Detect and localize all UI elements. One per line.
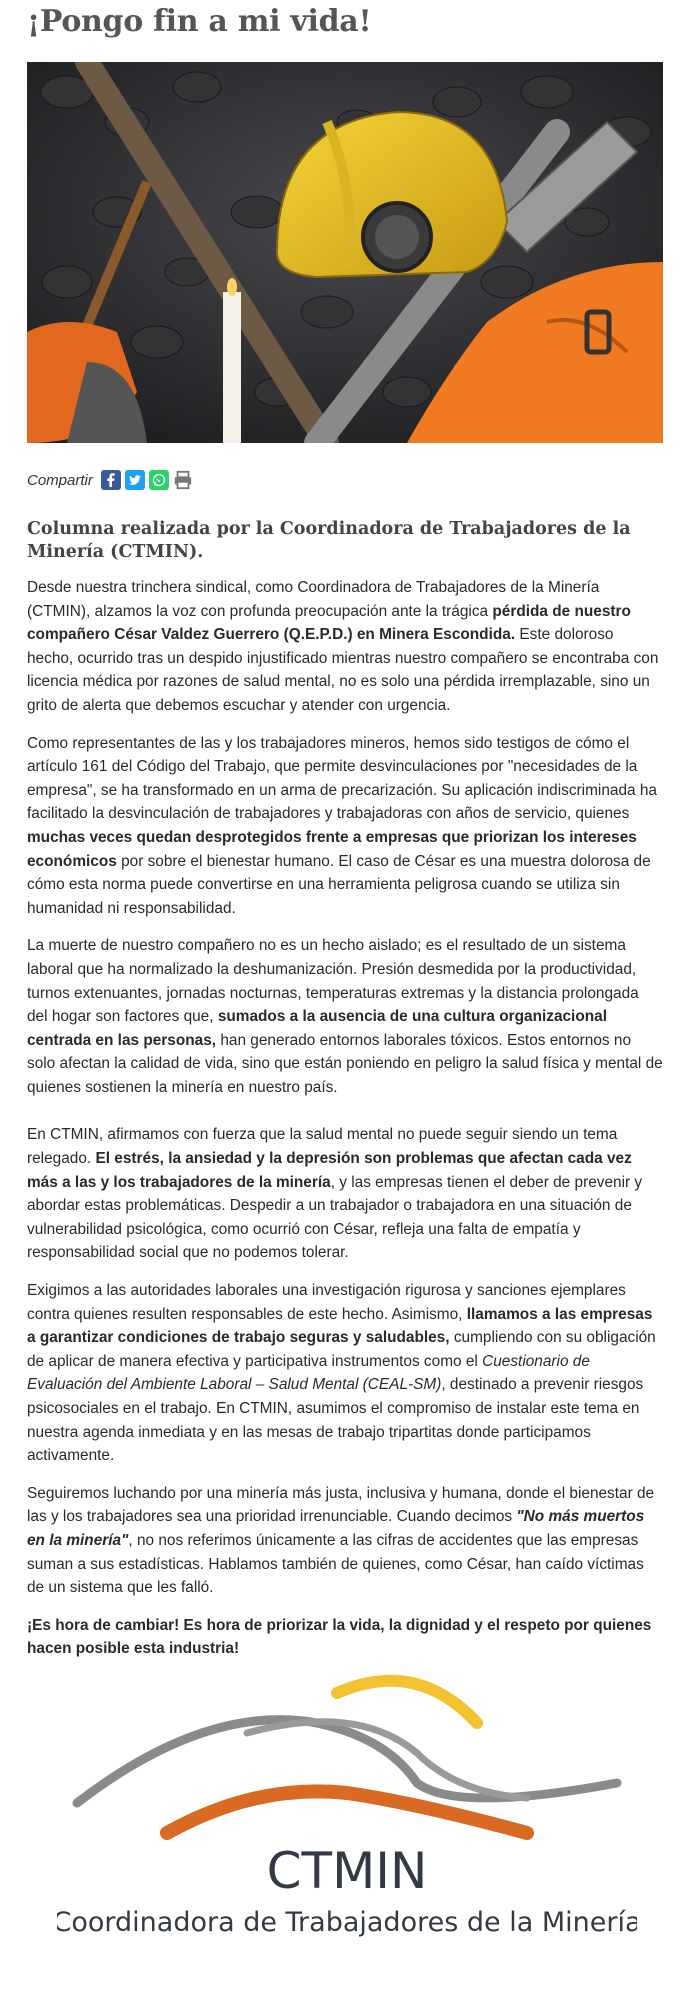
paragraph-3: La muerte de nuestro compañero no es un hecho aislado; es el resultado de un sistema laboral que ha normalizado la deshumanización. Presión desmedida por la productividad, turnos extenuantes, jornadas nocturnas, temperaturas extremas y la distancia prolongada del hogar son factores que, sumados a la ausencia de una cultura organizacional centrada en las personas, han generado entornos laborales tóxicos. Estos entornos no solo afectan la calidad de vida, sino que están poniendo en peligro la salud física y mental de quienes sostienen la minería en nuestro país. xyxy=(27,937,663,1096)
paragraph-5: Exigimos a las autoridades laborales una investigación rigurosa y sanciones ejemplares contra quienes resulten responsables de este hecho. Asimismo, llamamos a las empresas a garantizar condiciones de trabajo seguras y saludables, cumpliendo con su obligación de aplicar de manera efectiva y participativa instrumentos como el Cuestionario de Evaluación del Ambiente Laboral – Salud Mental (CEAL-SM), destinado a prevenir riesgos psicosociales en el trabajo. En CTMIN, asumimos el compromiso de instalar este tema en nuestra agenda inmediata y en las mesas de trabajo tripartitas donde participamos activamente. xyxy=(27,1282,656,1465)
paragraph-7: ¡Es hora de cambiar! Es hora de priorizar la vida, la dignidad y el respeto por quienes hacen posible esta industria! xyxy=(27,1616,652,1658)
hero-image xyxy=(27,62,663,443)
article-subtitle: Columna realizada por la Coordinadora de Trabajadores de la Minería (CTMIN). xyxy=(27,519,631,562)
share-label: Compartir xyxy=(27,471,93,489)
article-body xyxy=(27,576,663,1661)
logo-name: Coordinadora de Trabajadores de la Minería xyxy=(57,1907,637,1938)
whatsapp-icon[interactable] xyxy=(149,470,169,490)
paragraph-2: Como representantes de las y los trabajadores mineros, hemos sido testigos de cómo el artículo 161 del Código del Trabajo, que permite desvinculaciones por "necesidades de la empresa", se ha transformado en un arma de precarización. Su aplicación indiscriminada ha facilitado la desvinculación de trabajadores y trabajadoras con años de servicio, quienes muchas veces quedan desprotegidos frente a empresas que priorizan los intereses económicos por sobre el bienestar humano. El caso de César es una muestra dolorosa de cómo esta norma puede convertirse en una herramienta peligrosa cuando se utiliza sin humanidad ni responsabilidad. xyxy=(27,734,657,917)
paragraph-1: Desde nuestra trinchera sindical, como Coordinadora de Trabajadores de la Minería (CTMIN), alzamos la voz con profunda preocupación ante la trágica pérdida de nuestro compañero César Valdez Guerrero (Q.E.P.D.) en Minera Escondida. Este doloroso hecho, ocurrido tras un despido injustificado mientras nuestro compañero se encontraba con licencia médica por razones de salud mental, no es solo una pérdida irremplazable, sino un grito de alerta que debemos escuchar y atender con urgencia. xyxy=(27,579,659,714)
page-title: ¡Pongo fin a mi vida! xyxy=(27,4,372,39)
share-bar xyxy=(27,470,193,490)
print-icon[interactable] xyxy=(173,470,193,490)
paragraph-6: Seguiremos luchando por una minería más justa, inclusiva y humana, donde el bienestar de las y los trabajadores sea una prioridad irrenunciable. Cuando decimos "No más muertos en la minería", no nos referimos únicamente a las cifras de accidentes que las empresas suman a sus estadísticas. Hablamos también de quienes, como César, han caído víctimas de un sistema que les falló. xyxy=(27,1484,655,1597)
logo-acronym: CTMIN xyxy=(266,1842,428,1900)
paragraph-4: En CTMIN, afirmamos con fuerza que la salud mental no puede seguir siendo un tema relegado. El estrés, la ansiedad y la depresión son problemas que afectan cada vez más a las y los trabajadores de la minería, y las empresas tienen el deber de prevenir y abordar estas problemáticas. Despedir a un trabajador o trabajadora en una situación de vulnerabilidad psicológica, como ocurrió con César, refleja una falta de empatía y responsabilidad social que no podemos tolerar. xyxy=(27,1126,643,1262)
twitter-icon[interactable] xyxy=(125,470,145,490)
ctmin-logo xyxy=(57,1663,637,1943)
facebook-icon[interactable] xyxy=(101,470,121,490)
